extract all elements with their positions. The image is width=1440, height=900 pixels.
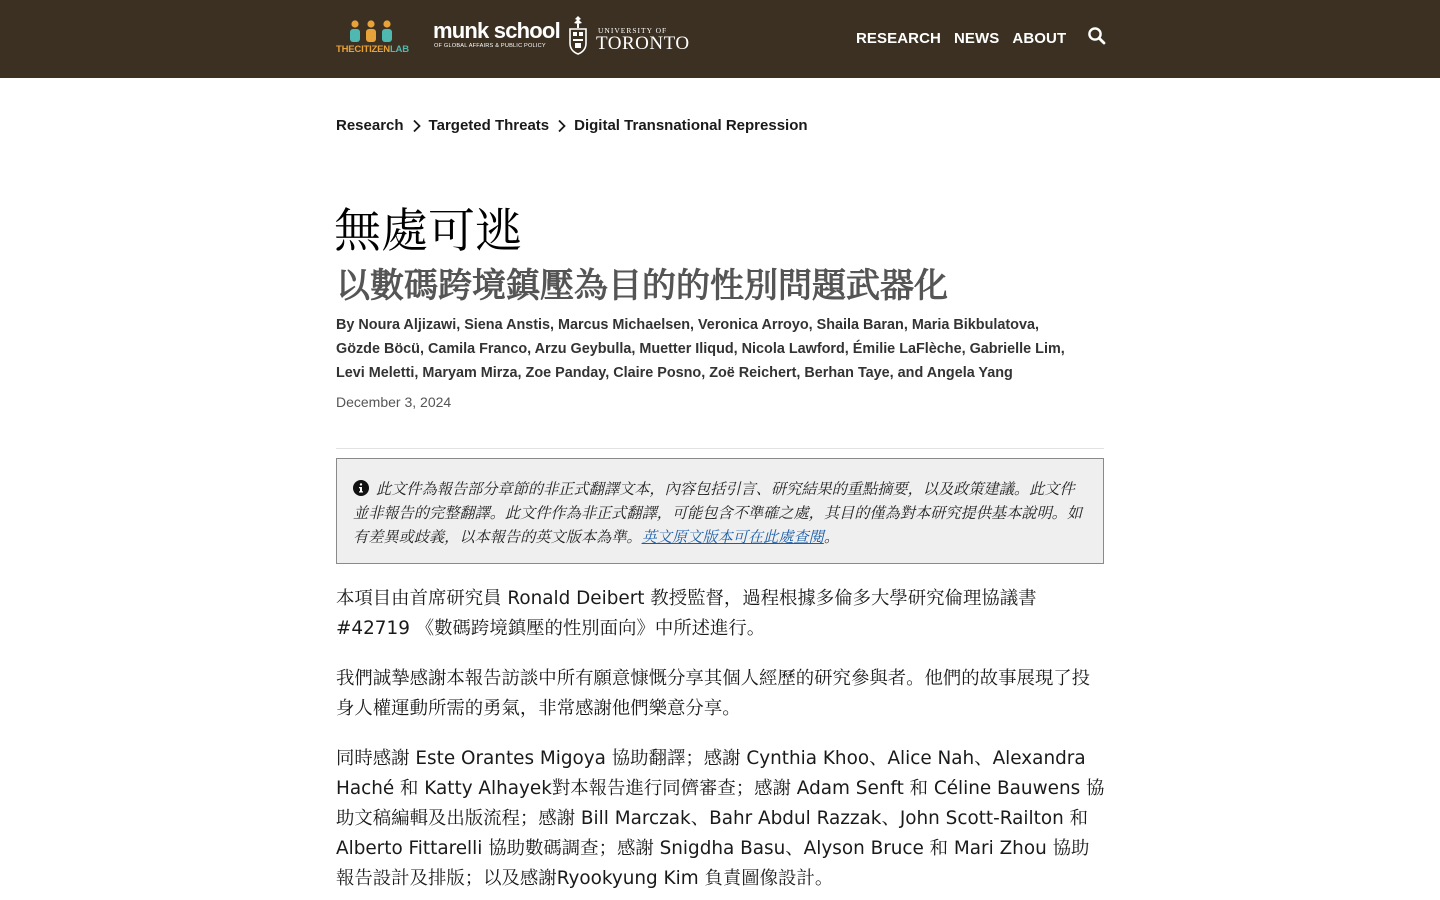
- body-paragraph: 我們誠摯感謝本報告訪談中所有願意慷慨分享其個人經歷的研究參與者。他們的故事展現了投身人權運動所需的勇氣，非常感謝他們樂意分享。: [336, 668, 1091, 719]
- page-title: 無處可逃: [334, 204, 522, 259]
- citizenlab-logo[interactable]: [336, 20, 408, 56]
- body-paragraph: 同時感謝 Este Orantes Migoya 協助翻譯；感謝 Cynthia Khoo、Alice Nah、Alexandra Haché 和 Katty Alhayek對本報告進行同儕審查；感謝 Adam Senft 和 Céline Bauwens 協助文稿編輯及出版流程；感謝 Bill Marczak、Bahr Abdul Razzak、John Scott-Railton 和 Alberto Fittarelli 協助數碼調查；感謝 Snigdha Basu、Alyson Bruce 和 Mari Zhou 協助報告設計及排版；以及感謝Ryookyung Kim 負責圖像設計。: [336, 748, 1105, 889]
- main-nav: [856, 30, 1079, 48]
- breadcrumb: [336, 117, 808, 134]
- english-original-link[interactable]: 英文原文版本可在此處查閱: [641, 528, 824, 546]
- citizenlab-people-icon: [348, 20, 394, 42]
- search-button[interactable]: [1086, 25, 1108, 47]
- divider: [336, 448, 1104, 449]
- uoft-toronto: TORONTO: [596, 33, 690, 54]
- page-subtitle: 以數碼跨境鎮壓為目的的性別問題武器化: [336, 266, 948, 306]
- info-circle-icon: [353, 480, 369, 496]
- authors-line: Gözde Böcü, Camila Franco, Arzu Geybulla, Muetter Iliqud, Nicola Lawford, Émilie LaFlèche, Gabrielle Lim,: [336, 341, 1065, 357]
- breadcrumb-digital-transnational-repression[interactable]: Digital Transnational Repression: [574, 117, 808, 134]
- university-of-toronto-logo[interactable]: [568, 15, 690, 57]
- article-authors: [336, 313, 1106, 385]
- authors-line: By Noura Aljizawi, Siena Anstis, Marcus Michaelsen, Veronica Arroyo, Shaila Baran, Maria Bikbulatova,: [336, 317, 1039, 333]
- publish-date: December 3, 2024: [336, 394, 452, 410]
- nav-about[interactable]: ABOUT: [1012, 30, 1067, 47]
- body-paragraph: 本項目由首席研究員 Ronald Deibert 教授監督，過程根據多倫多大學研究倫理協議書 #42719 《數碼跨境鎮壓的性別面向》中所述進行。: [336, 588, 1037, 639]
- nav-news[interactable]: NEWS: [953, 30, 1000, 47]
- notice-end: 。: [823, 528, 839, 546]
- notice-text: 此文件為報告部分章節的非正式翻譯文本，內容包括引言、研究結果的重點摘要，以及政策建議。此文件並非報告的完整翻譯。此文件作為非正式翻譯，可能包含不準確之處，其目的僅為對本研究提供基本說明。如有差異或歧義，以本報告的英文版本為準。: [353, 480, 1082, 546]
- authors-line: Levi Meletti, Maryam Mirza, Zoe Panday, Claire Posno, Zoë Reichert, Berhan Taye, and Angela Yang: [336, 365, 1013, 381]
- notice-text-block: [353, 477, 1087, 549]
- uoft-crest-icon: [568, 15, 588, 55]
- breadcrumb-targeted-threats[interactable]: Targeted Threats: [428, 117, 550, 134]
- chevron-right-icon: [555, 119, 569, 133]
- breadcrumb-research[interactable]: Research: [336, 117, 404, 134]
- site-header: [0, 0, 1440, 78]
- munk-school-tagline: OF GLOBAL AFFAIRS & PUBLIC POLICY: [434, 43, 546, 49]
- nav-research[interactable]: RESEARCH: [856, 30, 941, 47]
- search-icon: [1086, 25, 1108, 47]
- translation-notice: [336, 458, 1104, 564]
- citizenlab-wordmark: THECITIZENLAB: [336, 44, 409, 55]
- munk-school-logo[interactable]: [433, 18, 560, 55]
- uoft-university-of: UNIVERSITY OF: [598, 26, 668, 35]
- munk-school-wordmark: munk school: [433, 18, 560, 43]
- chevron-right-icon: [410, 119, 424, 133]
